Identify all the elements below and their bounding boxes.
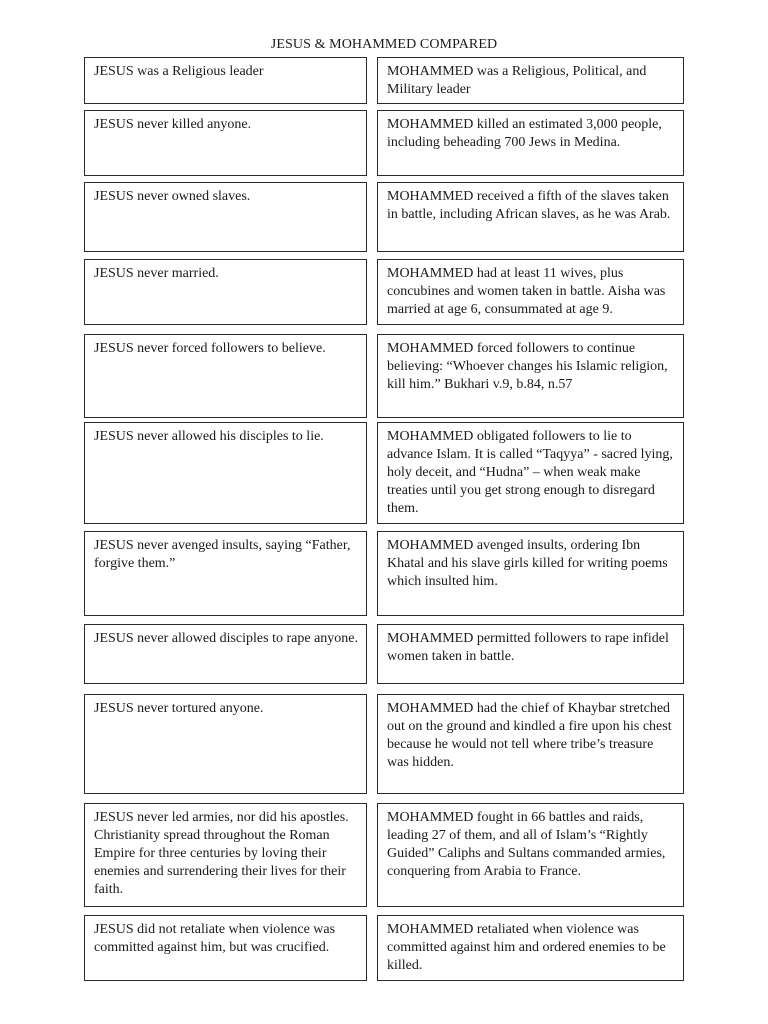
jesus-cell: JESUS did not retaliate when violence was committed against him, but was crucified.	[84, 915, 367, 981]
jesus-cell: JESUS never allowed his disciples to lie.	[84, 422, 367, 524]
jesus-cell: JESUS never avenged insults, saying “Father, forgive them.”	[84, 531, 367, 616]
mohammed-cell: MOHAMMED avenged insults, ordering Ibn Khatal and his slave girls killed for writing poems which insulted him.	[377, 531, 684, 616]
jesus-cell: JESUS never led armies, nor did his apostles. Christianity spread throughout the Roman Empire for three centuries by loving their enemies and surrendering their lives for their faith.	[84, 803, 367, 907]
mohammed-cell: MOHAMMED obligated followers to lie to advance Islam. It is called “Taqyya” - sacred lying, holy deceit, and “Hudna” – when weak make treaties until you get strong enough to disregard them.	[377, 422, 684, 524]
mohammed-cell: MOHAMMED was a Religious, Political, and Military leader	[377, 57, 684, 104]
jesus-cell: JESUS never owned slaves.	[84, 182, 367, 252]
jesus-cell: JESUS never tortured anyone.	[84, 694, 367, 794]
jesus-cell: JESUS was a Religious leader	[84, 57, 367, 104]
mohammed-cell: MOHAMMED retaliated when violence was committed against him and ordered enemies to be killed.	[377, 915, 684, 981]
page-title: JESUS & MOHAMMED COMPARED	[270, 37, 498, 52]
jesus-cell: JESUS never forced followers to believe.	[84, 334, 367, 418]
mohammed-cell: MOHAMMED received a fifth of the slaves taken in battle, including African slaves, as he was Arab.	[377, 182, 684, 252]
mohammed-cell: MOHAMMED forced followers to continue believing: “Whoever changes his Islamic religion, kill him.” Bukhari v.9, b.84, n.57	[377, 334, 684, 418]
jesus-cell: JESUS never married.	[84, 259, 367, 325]
mohammed-cell: MOHAMMED killed an estimated 3,000 people, including beheading 700 Jews in Medina.	[377, 110, 684, 176]
mohammed-cell: MOHAMMED fought in 66 battles and raids, leading 27 of them, and all of Islam’s “Rightly Guided” Caliphs and Sultans commanded armies, conquering from Arabia to France.	[377, 803, 684, 907]
mohammed-cell: MOHAMMED had the chief of Khaybar stretched out on the ground and kindled a fire upon his chest because he would not tell where tribe’s treasure was hidden.	[377, 694, 684, 794]
mohammed-cell: MOHAMMED had at least 11 wives, plus concubines and women taken in battle. Aisha was married at age 6, consummated at age 9.	[377, 259, 684, 325]
jesus-cell: JESUS never allowed disciples to rape anyone.	[84, 624, 367, 684]
jesus-cell: JESUS never killed anyone.	[84, 110, 367, 176]
mohammed-cell: MOHAMMED permitted followers to rape infidel women taken in battle.	[377, 624, 684, 684]
